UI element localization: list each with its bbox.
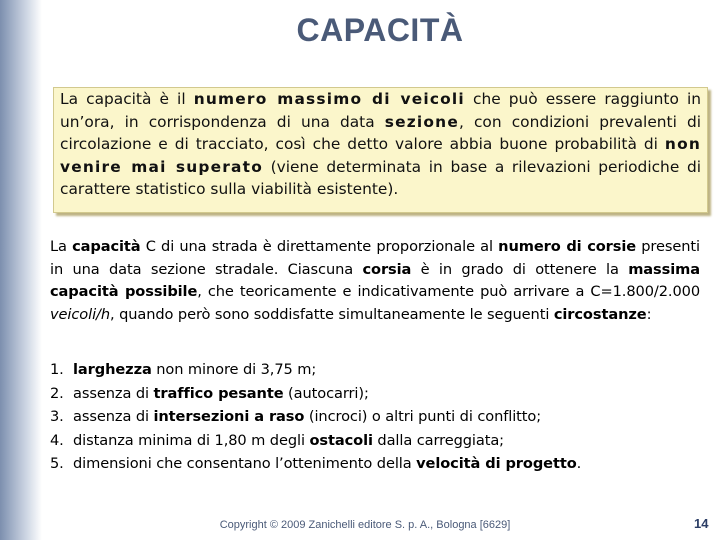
definition-bold: sezione [384, 112, 459, 131]
list-item [50, 358, 710, 382]
list-number: 4. [50, 431, 64, 449]
paragraph-text: : [646, 305, 652, 323]
list-text: non minore di 3,75 m; [151, 361, 317, 378]
paragraph-bold: massima capacità possibile [50, 260, 700, 300]
left-gradient-bar [0, 0, 42, 540]
definition-text: La capacità è il [60, 90, 194, 108]
paragraph-text: è in grado di ottenere la [411, 260, 629, 278]
paragraph-bold: circostanze [553, 305, 647, 323]
paragraph-bold: numero di corsie [498, 238, 637, 255]
capacity-paragraph [50, 236, 700, 326]
definition-bold: non venire mai superato [60, 135, 701, 176]
page-number: 14 [694, 516, 709, 531]
list-text: . [576, 455, 582, 472]
list-number: 3. [50, 408, 64, 425]
list-text: assenza di [73, 408, 154, 425]
list-bold: ostacoli [309, 431, 373, 449]
list-text: dalla carreggiata; [372, 431, 504, 449]
paragraph-text: , che teoricamente e indicativamente può arrivare a C=1.800/2.000 [197, 283, 700, 300]
list-bold: intersezioni a raso [153, 408, 305, 425]
paragraph-text: C di una strada è direttamente proporzionale al [140, 238, 499, 255]
list-item [50, 452, 710, 476]
paragraph-bold: capacità [72, 238, 141, 255]
definition-text: , con condizioni prevalenti di circolazione e di tracciato, così che detto valore abbia buone probabilità di [60, 112, 701, 154]
copyright-footer: Copyright © 2009 Zanichelli editore S. p. A., Bologna [6629] [219, 519, 511, 531]
list-text: distanza minima di 1,80 m degli [73, 431, 310, 449]
paragraph-text: presenti in una data sezione stradale. Ciascuna [50, 238, 700, 278]
list-text: (autocarri); [283, 384, 369, 402]
list-number: 5. [50, 455, 64, 472]
list-number: 2. [50, 384, 64, 402]
paragraph-text: , quando però sono soddisfatte simultaneamente le seguenti [110, 305, 554, 323]
definition-text: che può essere raggiunto in un’ora, in corrispondenza di una data [60, 90, 701, 131]
list-text: (incroci) o altri punti di conflitto; [304, 408, 542, 425]
list-text: assenza di [73, 384, 154, 402]
paragraph-text: La [50, 238, 73, 255]
definition-box [53, 87, 708, 213]
list-text: dimensioni che consentano l’ottenimento della [73, 455, 417, 472]
paragraph-bold: corsia [362, 260, 412, 278]
paragraph-italic: veicoli/h [50, 305, 110, 323]
list-item [50, 405, 710, 429]
definition-text: (viene determinata in base a rilevazioni periodiche di carattere statistico sulla viabilità esistente). [60, 157, 701, 199]
list-bold: traffico pesante [153, 384, 284, 402]
list-bold: larghezza [73, 361, 152, 378]
slide-title: CAPACITÀ [296, 12, 464, 48]
list-number: 1. [50, 361, 64, 378]
conditions-list [50, 358, 710, 476]
list-item [50, 429, 710, 453]
list-item [50, 382, 710, 406]
definition-bold: numero massimo di veicoli [193, 90, 465, 108]
list-bold: velocità di progetto [416, 455, 577, 472]
